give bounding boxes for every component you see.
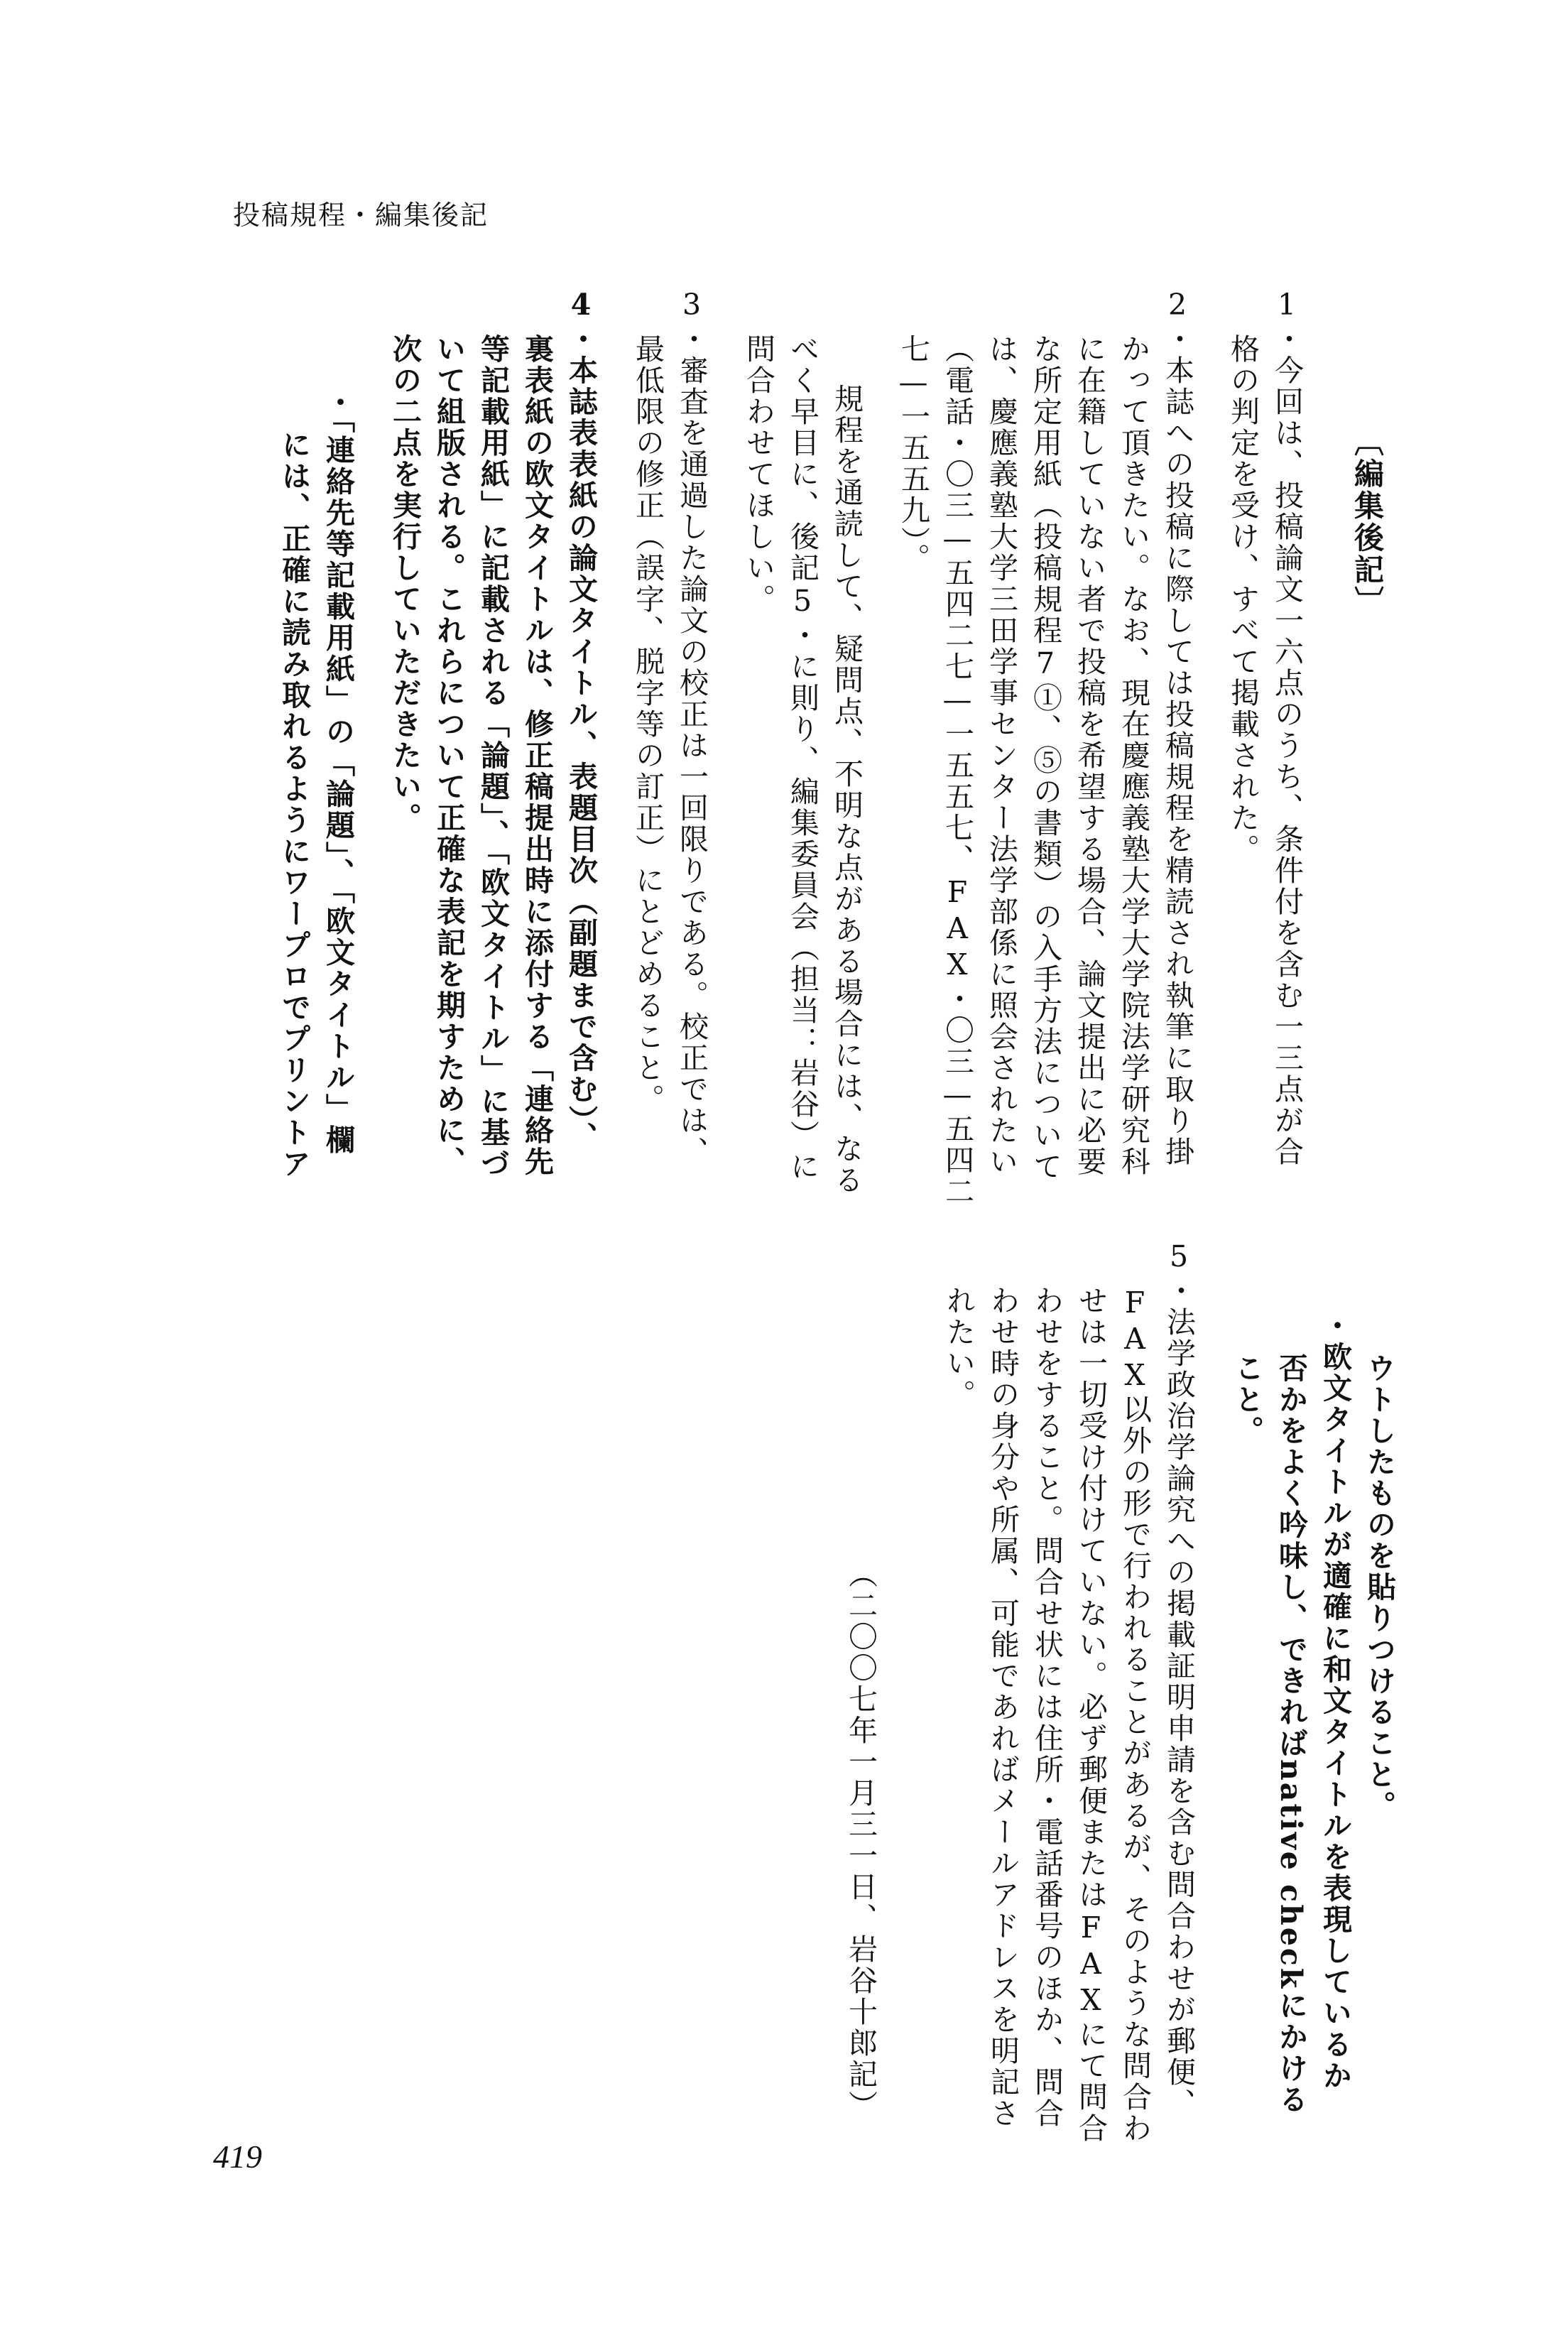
text-column-31: れたい。 — [942, 1286, 976, 1411]
text-column-26: 5・法学政治学論究への掲載証明申請を含む問合わせが郵便、 — [1162, 1239, 1196, 2119]
text-column-7: は、慶應義塾大学三田学事センター法学部係に照会されたい — [984, 334, 1018, 1178]
text-column-9: 七—一五五九）。 — [896, 334, 930, 575]
text-column-10: 規程を通読して、疑問点、不明な点がある場合には、なる — [829, 384, 864, 1196]
text-column-14: 最低限の修正（誤字、脱字等の訂正）にとどめること。 — [631, 334, 665, 1115]
text-column-15: 4・本誌表表紙の論文タイトル、表題目次（副題まで含む）、 — [564, 288, 598, 1153]
text-column-22: ウトしたものを貼りつけること。 — [1362, 1353, 1396, 1822]
text-column-11: べく早目に、後記5・に則り、編集委員会（担当：岩谷）に — [785, 334, 820, 1183]
text-column-27: FAX以外の形で行われることがあるが、そのような問合わ — [1118, 1286, 1152, 2144]
text-column-12: 問合わせてほしい。 — [741, 334, 775, 615]
text-column-30: わせ時の身分や所属、可能であればメールアドレスを明記さ — [986, 1286, 1020, 2129]
section-heading: 〔編集後記〕 — [1350, 426, 1385, 618]
text-column-19: 次の二点を実行していただきたい。 — [388, 334, 422, 834]
text-column-28: せは一切受け付けていない。必ず郵便またはFAXにて問合 — [1074, 1286, 1108, 2144]
text-column-21: には、正確に読み取れるようにワープロでプリントア — [277, 430, 311, 1180]
text-column-4: かって頂きたい。なお、現在慶應義塾大学大学院法学研究科 — [1116, 334, 1150, 1178]
signature: （二〇〇七年一月三一日、岩谷十郎記） — [844, 1559, 878, 2121]
running-head: 投稿規程・編集後記 — [233, 200, 489, 231]
text-column-17: 等記載用紙」に記載される「論題」、「欧文タイトル」に基づ — [476, 334, 510, 1180]
page-number: 419 — [213, 2138, 262, 2175]
text-column-5: に在籍していない者で投稿を希望する場合、論文提出に必要 — [1072, 334, 1106, 1178]
text-column-24: 否かをよく吟味し、できればnative checkにかける — [1274, 1353, 1308, 2116]
text-column-8: （電話・〇三—五四二七—一五五七、FAX・〇三—五四二 — [940, 334, 974, 1207]
text-column-20: ・「連絡先等記載用紙」の「論題」、「欧文タイトル」欄 — [321, 387, 355, 1156]
text-column-13: 3・審査を通過した論文の校正は一回限りである。校正では、 — [675, 288, 709, 1168]
text-column-6: な所定用紙（投稿規程7①、⑤の書類）の入手方法について — [1028, 334, 1062, 1183]
text-column-18: いて組版される。これらについて正確な表記を期すために、 — [432, 334, 466, 1178]
text-column-25: こと。 — [1230, 1353, 1264, 1447]
text-column-16: 裏表紙の欧文タイトルは、修正稿提出時に添付する「連絡先 — [520, 334, 554, 1178]
text-column-23: ・欧文タイトルが適確に和文タイトルを表現しているか — [1318, 1310, 1352, 2092]
text-column-3: 2・本誌への投稿に際しては投稿規程を精読され執筆に取り掛 — [1160, 288, 1194, 1168]
text-column-1: 1・今回は、投稿論文一六点のうち、条件付を含む一三点が合 — [1270, 288, 1304, 1168]
text-column-2: 格の判定を受け、すべて掲載された。 — [1226, 334, 1260, 865]
text-column-29: わせをすること。問合せ状には住所・電話番号のほか、問合 — [1030, 1286, 1064, 2129]
